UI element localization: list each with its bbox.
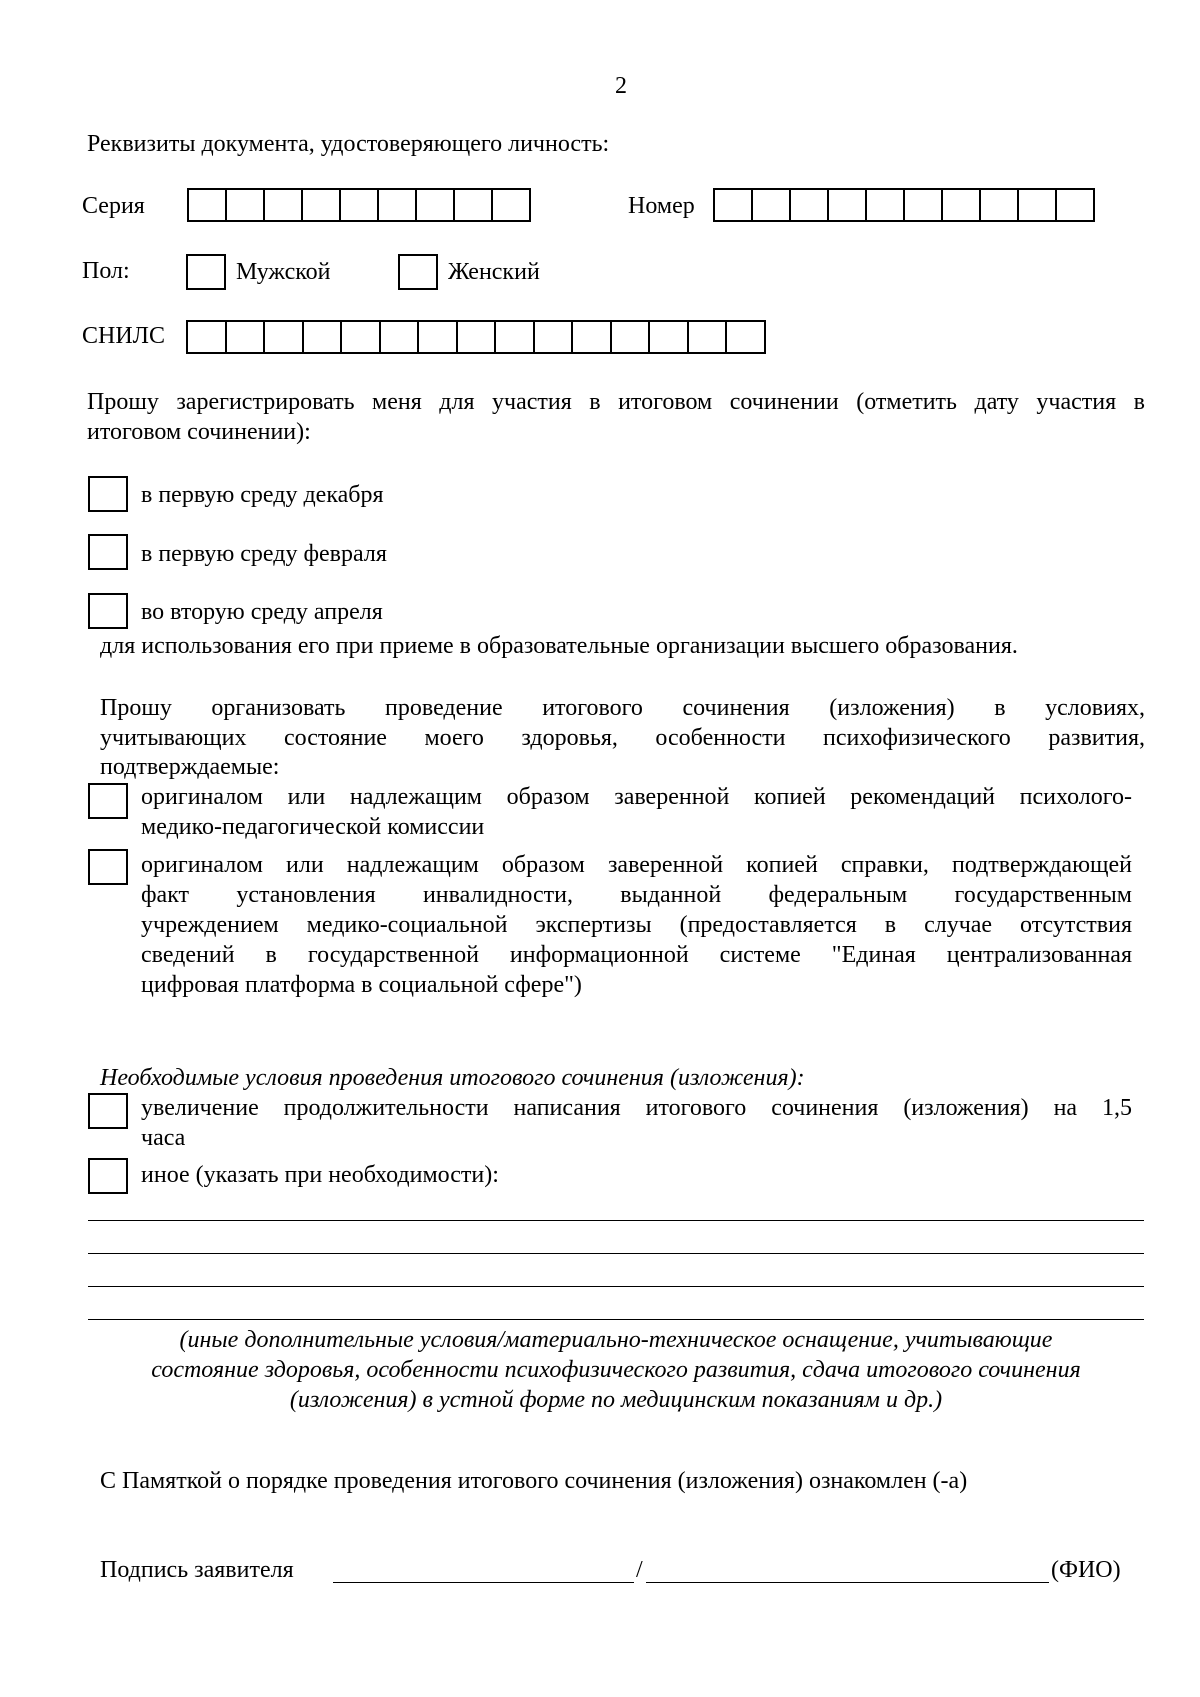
signature-line[interactable] — [333, 1582, 634, 1583]
signature-label: Подпись заявителя — [100, 1557, 294, 1583]
registration-purpose: для использования его при приеме в образовательные организации высшего образования. — [100, 633, 1018, 659]
male-label: Мужской — [236, 259, 331, 285]
april-option: во вторую среду апреля — [141, 599, 383, 625]
disability-line-2: факт установления инвалидности, выданной федеральным государственным — [141, 882, 1132, 908]
snils-label: СНИЛС — [82, 323, 165, 349]
registration-line-1: Прошу зарегистрировать меня для участия в итоговом сочинении (отметить дату участия в — [87, 389, 1145, 415]
note-line-2: состояние здоровья, особенности психофизического развития, сдача итогового сочинения — [151, 1357, 1081, 1383]
disability-line-3: учреждением медико-социальной экспертизы (предоставляется в случае отсутствия — [141, 912, 1132, 938]
note-line-3: (изложения) в устной форме по медицинским показаниям и др.) — [289, 1387, 943, 1413]
number-cells[interactable] — [713, 188, 1095, 222]
pmpk-line-1: оригиналом или надлежащим образом заверенной копией рекомендаций психолого- — [141, 784, 1132, 810]
extra-time-line-1: увеличение продолжительности написания итогового сочинения (изложения) на 1,5 — [141, 1095, 1132, 1121]
conditions-line-2: учитывающих состояние моего здоровья, особенности психофизического развития, — [100, 725, 1145, 751]
conditions-line-1: Прошу организовать проведение итогового сочинения (изложения) в условиях, — [100, 695, 1145, 721]
acknowledgement: С Памяткой о порядке проведения итогового сочинения (изложения) ознакомлен (-а) — [100, 1468, 968, 1494]
necessary-heading: Необходимые условия проведения итогового сочинения (изложения): — [100, 1065, 805, 1091]
male-checkbox[interactable] — [186, 254, 226, 290]
number-label: Номер — [628, 193, 695, 219]
registration-line-2: итоговом сочинении): — [87, 419, 311, 445]
page-number: 2 — [615, 73, 627, 99]
february-option: в первую среду февраля — [141, 541, 387, 567]
other-checkbox[interactable] — [88, 1158, 128, 1194]
snils-cells[interactable] — [186, 320, 766, 354]
december-checkbox[interactable] — [88, 476, 128, 512]
fio-line[interactable] — [646, 1582, 1049, 1583]
other-line-2[interactable] — [88, 1253, 1144, 1254]
february-checkbox[interactable] — [88, 534, 128, 570]
other-option: иное (указать при необходимости): — [141, 1162, 499, 1188]
pmpk-line-2: медико-педагогической комиссии — [141, 814, 485, 840]
disability-line-5: цифровая платформа в социальной сфере") — [141, 972, 582, 998]
female-label: Женский — [448, 259, 540, 285]
pmpk-checkbox[interactable] — [88, 783, 128, 819]
other-line-1[interactable] — [88, 1220, 1144, 1221]
conditions-line-3: подтверждаемые: — [100, 754, 280, 780]
extra-time-line-2: часа — [141, 1125, 186, 1151]
series-label: Серия — [82, 193, 145, 219]
disability-line-4: сведений в государственной информационной системе "Единая централизованная — [141, 942, 1132, 968]
note-line-1: (иные дополнительные условия/материально-техническое оснащение, учитывающие — [179, 1327, 1053, 1353]
gender-label: Пол: — [82, 258, 130, 284]
female-checkbox[interactable] — [398, 254, 438, 290]
series-cells[interactable] — [187, 188, 531, 222]
april-checkbox[interactable] — [88, 593, 128, 629]
disability-line-1: оригиналом или надлежащим образом заверенной копией справки, подтверждающей — [141, 852, 1132, 878]
disability-checkbox[interactable] — [88, 849, 128, 885]
fio-label: (ФИО) — [1051, 1557, 1121, 1583]
other-line-3[interactable] — [88, 1286, 1144, 1287]
december-option: в первую среду декабря — [141, 482, 384, 508]
other-line-4[interactable] — [88, 1319, 1144, 1320]
identity-heading: Реквизиты документа, удостоверяющего личность: — [87, 131, 610, 157]
signature-separator: / — [636, 1557, 643, 1583]
extra-time-checkbox[interactable] — [88, 1093, 128, 1129]
